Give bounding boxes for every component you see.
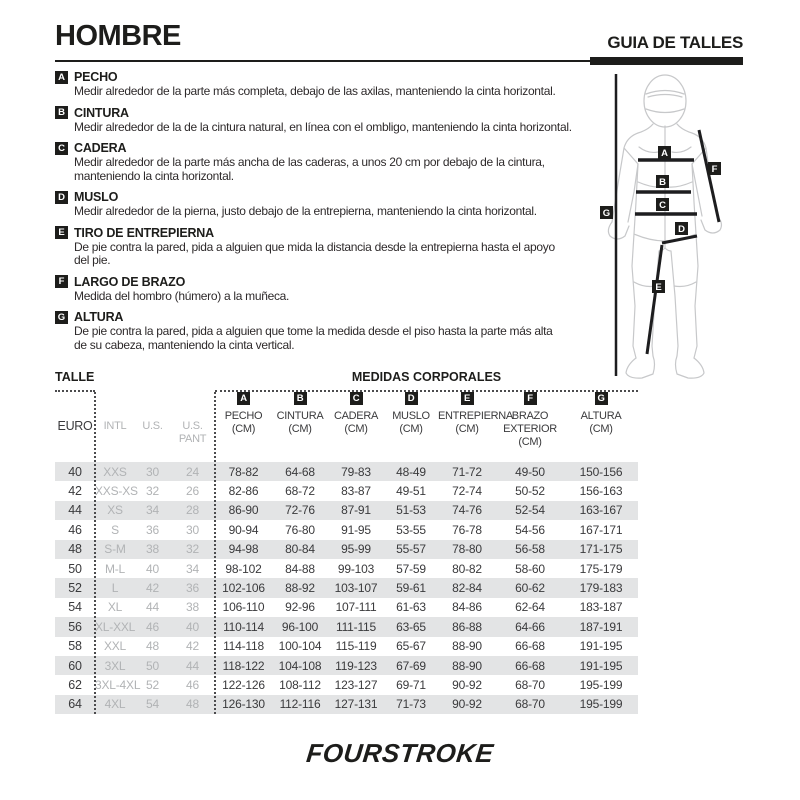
table-cell: 118-122 — [222, 658, 265, 673]
measure-description-line: Medir alrededor de la parte más completa, debajo de las axilas, manteniendo la cinta horizontal. — [74, 84, 556, 98]
table-cell: 34 — [146, 503, 159, 518]
measure-item-head — [55, 190, 603, 204]
table-cell: 46 — [68, 522, 82, 537]
measure-col-letter-badge: E — [461, 392, 474, 405]
measure-description-line: Medida del hombro (húmero) a la muñeca. — [74, 288, 290, 303]
table-row — [55, 559, 638, 578]
table-cell: 48-49 — [396, 464, 426, 479]
table-cell: 4XL — [104, 697, 126, 712]
table-cell: 54 — [146, 697, 159, 712]
table-cell: 56 — [68, 619, 82, 634]
table-cell: 26 — [186, 484, 199, 499]
measure-col-header — [384, 392, 438, 462]
table-cell: 76-80 — [285, 522, 315, 537]
table-cell: 66-68 — [515, 639, 545, 654]
figure-label-d: D — [678, 224, 685, 235]
table-cell: 191-195 — [579, 658, 623, 673]
table-cell: 52-54 — [515, 503, 545, 518]
table-cell: 68-70 — [515, 697, 545, 712]
figure-label-g: G — [602, 208, 611, 219]
table-cell: 42 — [186, 639, 199, 654]
table-cell: 91-95 — [341, 522, 371, 537]
measure-description — [74, 290, 603, 304]
measure-name: TIRO DE ENTREPIERNA — [74, 225, 214, 240]
thigh-measure-line — [662, 236, 697, 243]
table-cell: 112-116 — [279, 697, 321, 712]
table-cell: 54 — [68, 600, 82, 615]
measure-item — [55, 106, 603, 135]
table-cell: 156-163 — [579, 484, 623, 499]
measure-col-header-line: (CM) — [288, 423, 312, 435]
inseam-measure-line — [647, 245, 662, 354]
measure-name: LARGO DE BRAZO — [74, 274, 186, 289]
table-cell: 63-65 — [396, 619, 426, 634]
measure-col-header — [564, 392, 638, 462]
measure-col-letter-badge: C — [350, 392, 363, 405]
measure-name: MUSLO — [74, 190, 119, 204]
table-cell: 40 — [186, 619, 199, 634]
table-cell: S-M — [104, 542, 126, 557]
table-cell: 56-58 — [515, 542, 545, 557]
table-cell: 61-63 — [396, 600, 426, 615]
measure-item — [55, 190, 603, 219]
measure-description-line: del pie. — [74, 253, 111, 267]
table-cell: 84-88 — [285, 561, 315, 576]
dotted-rule-talle — [55, 390, 95, 392]
measure-description — [74, 121, 603, 135]
dotted-divider-medidas — [214, 392, 216, 714]
measure-letter-badge: D — [55, 191, 68, 204]
measure-description-line: Medir alrededor de la pierna, justo debajo de la entrepierna, manteniendo la cinta horizontal. — [74, 204, 537, 218]
measure-col-header-line: (CM) — [589, 423, 613, 435]
table-cell: 50-52 — [515, 484, 545, 499]
measure-item-head — [55, 70, 603, 84]
measure-letter-badge: F — [55, 275, 68, 288]
measure-col-header-line: ENTREPIERNA — [438, 410, 513, 422]
table-cell: 48 — [186, 697, 199, 712]
table-cell: 44 — [146, 600, 159, 615]
measure-item — [55, 226, 603, 268]
measure-description-line: de su cabeza, manteniendo la cinta vertical. — [74, 337, 295, 352]
measure-item-head — [55, 310, 603, 324]
measure-item — [55, 141, 603, 183]
table-cell: 52 — [146, 677, 159, 692]
table-cell: 30 — [186, 522, 199, 537]
measure-col-letter-badge: D — [405, 392, 418, 405]
table-cell: 171-175 — [579, 542, 623, 557]
table-cell: XS — [107, 503, 123, 518]
table-cell: 38 — [146, 542, 159, 557]
measure-description-line: Medir alrededor de la de la cintura natural, en línea con el ombligo, manteniendo la cinta horizontal. — [74, 119, 572, 134]
measure-item — [55, 70, 603, 99]
table-cell: 44 — [68, 503, 82, 518]
measure-col-header-line: BRAZO — [511, 410, 549, 422]
measure-description-line: De pie contra la pared, pida a alguien que tome la medida desde el piso hasta la parte más alta — [74, 324, 553, 338]
table-cell: 79-83 — [341, 464, 371, 479]
dotted-rule-medidas — [215, 390, 638, 392]
dotted-divider-euro — [94, 392, 96, 714]
table-cell: S — [111, 522, 119, 537]
table-row — [55, 578, 638, 597]
table-row — [55, 617, 638, 636]
table-group-label-talle: TALLE — [55, 370, 95, 384]
table-cell: 40 — [146, 561, 159, 576]
size-col-header: INTL — [103, 420, 127, 432]
table-cell: 55-57 — [396, 542, 426, 557]
measure-col-header-line: (CM) — [344, 423, 368, 435]
table-cell: 71-72 — [452, 464, 482, 479]
measure-col-header-line: EXTERIOR — [503, 423, 557, 435]
table-cell: 86-90 — [228, 503, 259, 518]
table-row — [55, 598, 638, 617]
measure-description — [74, 325, 603, 352]
table-cell: 90-94 — [228, 522, 259, 537]
measure-description — [74, 205, 603, 219]
table-cell: 46 — [146, 619, 159, 634]
table-cell: 52 — [68, 581, 82, 596]
table-cell: XL — [107, 600, 123, 615]
table-cell: 76-78 — [452, 522, 482, 537]
table-cell: 83-87 — [341, 484, 371, 499]
table-cell: 57-59 — [396, 561, 426, 576]
table-cell: 195-199 — [579, 697, 623, 712]
table-cell: 50 — [68, 561, 82, 576]
table-cell: 90-92 — [452, 697, 482, 712]
measure-item-head — [55, 275, 603, 289]
table-cell: 49-50 — [515, 464, 545, 479]
table-cell: 104-108 — [278, 658, 322, 673]
table-cell: 94-98 — [228, 542, 259, 557]
table-cell: 92-96 — [285, 600, 315, 615]
table-cell: 127-131 — [334, 697, 378, 712]
measure-description-line: manteniendo la cinta horizontal. — [74, 168, 234, 183]
table-cell: 72-74 — [452, 484, 482, 499]
table-row — [55, 675, 638, 694]
table-cell: 62-64 — [515, 600, 545, 615]
table-cell: 36 — [186, 581, 199, 596]
table-cell: L — [111, 581, 119, 596]
measure-item-head — [55, 226, 603, 240]
page-title: HOMBRE — [55, 20, 181, 52]
table-cell: 78-82 — [228, 464, 259, 479]
table-cell: 51-53 — [396, 503, 426, 518]
table-row — [55, 656, 638, 675]
rider-figure-illustration — [598, 64, 783, 394]
table-cell: 187-191 — [579, 619, 623, 634]
measure-col-header-line: CINTURA — [276, 410, 324, 422]
measure-col-header-line: PECHO — [224, 410, 263, 422]
table-cell: 53-55 — [396, 522, 426, 537]
figure-label-e: E — [655, 282, 662, 293]
table-cell: 40 — [68, 464, 82, 479]
measure-col-header-line: (CM) — [399, 423, 423, 435]
table-cell: 95-99 — [341, 542, 371, 557]
size-guide-label: GUIA DE TALLES — [607, 33, 743, 52]
measure-col-header — [438, 392, 513, 462]
table-group-label-medidas: MEDIDAS CORPORALES — [351, 370, 502, 384]
table-cell: 38 — [186, 600, 199, 615]
table-cell: 62 — [68, 677, 82, 692]
table-cell: 98-102 — [225, 561, 262, 576]
measure-letter-badge: C — [55, 142, 68, 155]
table-cell: 119-123 — [335, 658, 377, 673]
table-cell: 80-82 — [452, 561, 482, 576]
table-cell: 163-167 — [579, 503, 623, 518]
size-table — [55, 366, 638, 714]
table-cell: 72-76 — [285, 503, 315, 518]
table-cell: 34 — [186, 561, 199, 576]
measure-name: CADERA — [74, 141, 127, 155]
table-cell: 99-103 — [337, 561, 375, 576]
measure-item — [55, 310, 603, 352]
table-cell: 111-115 — [336, 619, 376, 634]
table-cell: 3XL — [104, 658, 126, 673]
table-cell: 68-72 — [285, 484, 315, 499]
table-cell: 60-62 — [515, 581, 545, 596]
table-cell: 191-195 — [579, 639, 623, 654]
table-cell: 54-56 — [515, 522, 545, 537]
table-cell: 115-119 — [335, 639, 377, 654]
measure-col-header — [496, 392, 564, 462]
measure-letter-badge: E — [55, 226, 68, 239]
table-cell: 44 — [186, 658, 199, 673]
table-row — [55, 501, 638, 520]
table-cell: 30 — [146, 464, 159, 479]
table-cell: 48 — [146, 639, 159, 654]
table-cell: 107-111 — [335, 600, 377, 615]
measure-col-header-line: (CM) — [231, 423, 256, 435]
measure-col-header — [215, 392, 272, 462]
table-cell: XXL — [103, 639, 127, 654]
table-cell: 86-88 — [452, 619, 482, 634]
table-cell: 69-71 — [396, 677, 426, 692]
table-cell: 64-68 — [285, 464, 315, 479]
table-cell: 103-107 — [334, 581, 378, 596]
measure-name: PECHO — [74, 70, 118, 84]
table-cell: 24 — [186, 464, 199, 479]
table-cell: 87-91 — [341, 503, 371, 518]
table-cell: 123-127 — [334, 677, 378, 692]
measure-letter-badge: B — [55, 106, 68, 119]
figure-label-c: C — [659, 200, 666, 211]
header-rule-thin — [55, 60, 592, 62]
measure-col-letter-badge: F — [524, 392, 537, 405]
table-cell: 66-68 — [515, 658, 545, 673]
table-cell: 88-90 — [452, 639, 482, 654]
table-cell: 167-171 — [579, 522, 623, 537]
measure-description — [74, 156, 603, 183]
size-col-header: U.S. — [142, 420, 163, 432]
table-row — [55, 481, 638, 500]
table-cell: 179-183 — [579, 581, 623, 596]
size-col-header: EURO — [57, 419, 93, 433]
table-cell: XL-XXL — [95, 619, 136, 634]
table-cell: XXS — [103, 464, 127, 479]
table-body — [55, 462, 638, 714]
table-cell: 58 — [68, 639, 82, 654]
measure-description — [74, 85, 603, 99]
figure-label-a: A — [661, 148, 668, 159]
table-cell: 50 — [146, 658, 159, 673]
table-group-row — [55, 366, 638, 392]
table-cell: M-L — [104, 561, 126, 576]
table-cell: 58-60 — [515, 561, 545, 576]
table-cell: 114-118 — [223, 639, 264, 654]
table-cell: 183-187 — [579, 600, 623, 615]
measure-letter-badge: A — [55, 71, 68, 84]
table-cell: 36 — [146, 522, 159, 537]
figure-label-b: B — [659, 177, 666, 188]
table-cell: 64-66 — [515, 619, 545, 634]
table-cell: 122-126 — [222, 677, 265, 692]
table-cell: 49-51 — [396, 484, 426, 499]
table-cell: XXS-XS — [95, 484, 138, 499]
size-col-header: U.S. PANT — [178, 420, 207, 445]
table-cell: 110-114 — [223, 619, 264, 634]
table-cell: 78-80 — [452, 542, 482, 557]
table-cell: 82-86 — [228, 484, 259, 499]
measure-col-header-line: (CM) — [518, 436, 542, 448]
table-cell: 88-90 — [452, 658, 482, 673]
table-cell: 74-76 — [452, 503, 482, 518]
measure-col-letter-badge: G — [595, 392, 608, 405]
brand-logo: FOURSTROKE — [304, 738, 496, 768]
table-cell: 106-110 — [222, 600, 265, 615]
measure-description — [74, 241, 603, 268]
table-cell: 108-112 — [279, 677, 321, 692]
table-cell: 102-106 — [222, 581, 265, 596]
measure-description-line: De pie contra la pared, pida a alguien que mida la distancia desde la entrepierna hasta el apoyo — [74, 239, 555, 254]
measure-col-letter-badge: A — [237, 392, 250, 405]
measure-name: ALTURA — [74, 310, 124, 324]
table-cell: 150-156 — [579, 464, 623, 479]
table-header-row — [55, 392, 638, 462]
measure-col-header — [328, 392, 384, 462]
rider-figure — [598, 64, 783, 389]
table-cell: 42 — [146, 581, 159, 596]
measure-col-header-line: CADERA — [333, 410, 379, 422]
table-row — [55, 695, 638, 714]
table-cell: 65-67 — [396, 639, 426, 654]
table-cell: 3XL-4XL — [95, 677, 141, 692]
table-row — [55, 462, 638, 481]
table-cell: 88-92 — [285, 581, 315, 596]
measure-letter-badge: G — [55, 311, 68, 324]
measure-col-header-line: MUSLO — [392, 410, 430, 422]
measure-col-header-line: ALTURA — [580, 410, 622, 422]
table-row — [55, 520, 638, 539]
table-row — [55, 637, 638, 656]
table-cell: 126-130 — [222, 697, 265, 712]
measurement-instructions — [55, 70, 603, 359]
table-cell: 82-84 — [452, 581, 482, 596]
table-cell: 80-84 — [285, 542, 315, 557]
table-cell: 46 — [186, 677, 199, 692]
arm-measure-line — [699, 130, 719, 222]
table-cell: 195-199 — [579, 677, 623, 692]
figure-label-f: F — [711, 164, 718, 175]
table-cell: 90-92 — [452, 677, 482, 692]
table-cell: 32 — [186, 542, 199, 557]
measure-col-header — [272, 392, 328, 462]
table-cell: 96-100 — [281, 619, 319, 634]
table-cell: 48 — [68, 542, 82, 557]
table-cell: 100-104 — [278, 639, 322, 654]
measure-description-line: Medir alrededor de la parte más ancha de las caderas, a unos 20 cm por debajo de la cintura, — [74, 155, 545, 169]
table-cell: 71-73 — [396, 697, 426, 712]
table-cell: 32 — [146, 484, 159, 499]
measure-item — [55, 275, 603, 304]
measure-item-head — [55, 141, 603, 155]
measure-col-header-line: (CM) — [455, 423, 479, 435]
table-cell: 84-86 — [452, 600, 482, 615]
measure-name: CINTURA — [74, 105, 129, 120]
table-cell: 60 — [68, 658, 82, 673]
table-cell: 67-69 — [396, 658, 426, 673]
table-cell: 28 — [186, 503, 199, 518]
table-cell: 64 — [68, 697, 82, 712]
measure-item-head — [55, 106, 603, 120]
measure-col-letter-badge: B — [294, 392, 307, 405]
table-cell: 175-179 — [579, 561, 623, 576]
table-cell: 42 — [68, 484, 82, 499]
table-cell: 68-70 — [515, 677, 545, 692]
table-row — [55, 540, 638, 559]
table-cell: 59-61 — [396, 581, 426, 596]
